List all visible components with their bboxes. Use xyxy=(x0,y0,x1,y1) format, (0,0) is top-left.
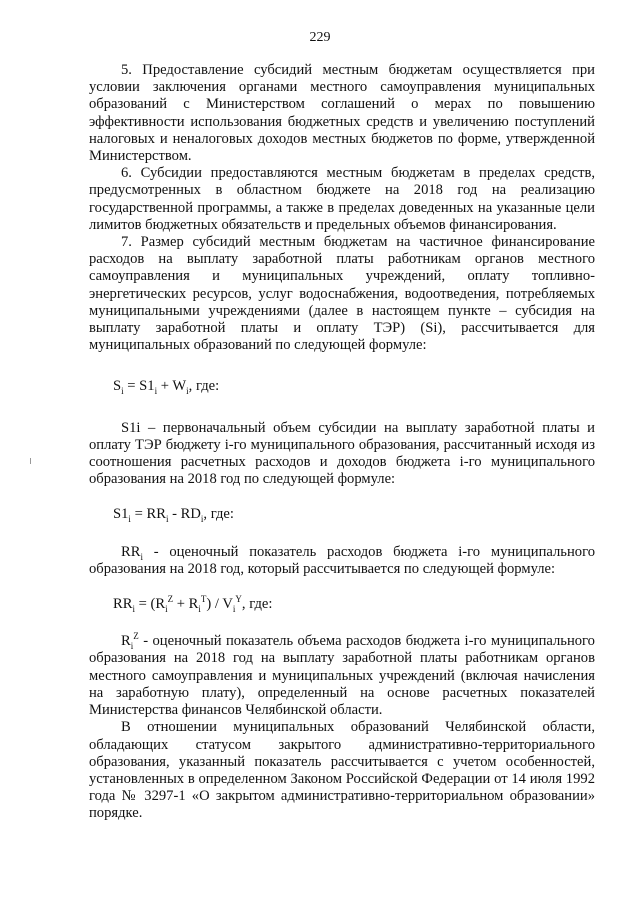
rz-definition xyxy=(89,633,595,719)
paragraph-5: 5. Предоставление субсидий местным бюджетам осуществляется при условии заключения органами местного самоуправления муниципальных образований с Министерством соглашений о мерах по повышению эффективности использования бюджетных средств и увеличению поступлений налоговых и неналоговых доходов местных бюджетов по форме, утвержденной Министерством. xyxy=(89,62,595,165)
formula-tail: , где: xyxy=(188,378,220,395)
formula-term: - RD xyxy=(168,506,201,523)
rz-term: R xyxy=(121,633,131,650)
formula-s1i xyxy=(89,506,595,523)
formula-subscript: i xyxy=(200,514,204,525)
formula-term: S xyxy=(113,378,122,395)
page-number: 229 xyxy=(309,30,331,45)
formula-term: = (R xyxy=(134,596,166,613)
formula-term: + W xyxy=(157,378,187,395)
rr-definition-text: - оценочный показатель расходов бюджета i-го муниципального образования на 2018 год, который рассчитывается по следующей формуле: xyxy=(89,543,595,577)
formula-superscript: Z xyxy=(133,631,139,642)
formula-subscript: i xyxy=(132,603,135,614)
paragraph-7: 7. Размер субсидий местным бюджетам на частичное финансирование расходов на выплату заработной платы работникам органов местного самоуправления и муниципальных учреждений, оплату топливно-энергетических ресурсов, услуг водоснабжения, водоотведения, потребляемых муниципальными учреждениями (далее в настоящем пункте – субсидия на выплату заработной платы и оплату ТЭР) (Si), рассчитывается для муниципальных образований по следующей формуле: xyxy=(89,234,595,354)
formula-subscript: i xyxy=(128,514,131,525)
rr-definition xyxy=(89,544,595,578)
formula-tail: , где: xyxy=(203,506,234,523)
formula-subscript: i xyxy=(165,514,169,525)
formula-subscript: i xyxy=(186,386,189,397)
formula-term: S1 xyxy=(113,506,129,523)
formula-term: RR xyxy=(113,596,133,613)
formula-subscript: i xyxy=(165,603,168,614)
formula-superscript: Z xyxy=(167,594,174,605)
rr-term: RR xyxy=(121,543,141,560)
formula-subscript: i xyxy=(121,386,124,397)
document-body xyxy=(89,62,595,823)
margin-mark xyxy=(30,458,31,464)
rz-definition-text: - оценочный показатель объема расходов бюджета i-го муниципального образования на 2018 год на выплату заработной платы работникам органов местного самоуправления и муниципальных учреждений (включая начисления на заработную плату), определенный на основе расчетных показателей Министерства финансов Челябинской области. xyxy=(89,633,595,719)
s1-definition: S1i – первоначальный объем субсидии на выплату заработной платы и оплату ТЭР бюджету i-го муниципального образования, рассчитанный исходя из соотношения расчетных расходов и доходов бюджета i-го муниципального образования на 2018 год по следующей формуле: xyxy=(89,419,595,488)
formula-superscript: T xyxy=(200,594,207,605)
formula-term: ) / V xyxy=(206,596,233,613)
formula-subscript: i xyxy=(232,603,236,614)
formula-si xyxy=(89,378,595,395)
formula-term: = RR xyxy=(130,506,166,523)
formula-subscript: i xyxy=(140,551,143,562)
paragraph-6: 6. Субсидии предоставляются местным бюджетам в пределах средств, предусмотренных в областном бюджете на 2018 год на реализацию государственной программы, а также в пределах доведенных на указанные цели лимитов бюджетных обязательств и предельных объемов финансирования. xyxy=(89,165,595,233)
formula-subscript: i xyxy=(130,641,134,652)
closed-territory-paragraph: В отношении муниципальных образований Челябинской области, обладающих статусом закрытого административно-территориального образования, указанный показатель рассчитывается с учетом особенностей, установленных в определенном Законом Российской Федерации от 14 июля 1992 года № 3297-1 «О закрытом административно-территориальном образовании» порядке. xyxy=(89,719,595,822)
formula-tail: , где: xyxy=(241,596,273,613)
formula-subscript: i xyxy=(154,386,158,397)
formula-subscript: i xyxy=(198,603,201,614)
formula-term: = S1 xyxy=(123,378,155,395)
formula-superscript: Y xyxy=(235,594,242,605)
formula-term: + R xyxy=(173,596,199,613)
formula-rri xyxy=(89,596,595,613)
